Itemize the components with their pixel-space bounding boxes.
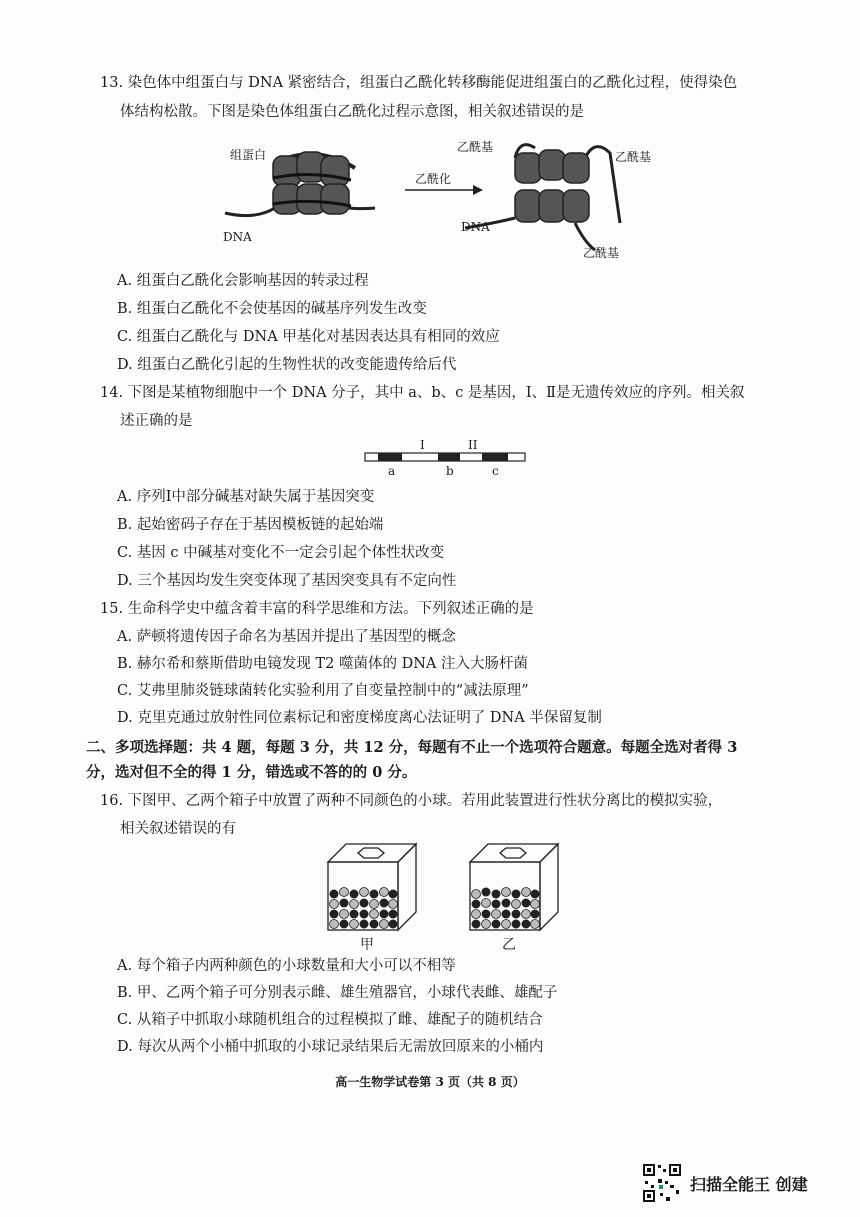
q16-boxes-figure: [320, 842, 580, 952]
dna-segment-diagram: [360, 438, 530, 478]
q14-stem-line-2: 述正确的是: [120, 413, 193, 429]
label-histone: 组蛋白: [230, 148, 267, 162]
q16-option-a: A. 每个箱子内两种颜色的小球数量和大小可以不相等: [117, 958, 456, 974]
q13-stem-line-2: 体结构松散。下图是染色体组蛋白乙酰化过程示意图，相关叙述错误的是: [120, 104, 584, 120]
box-yi-label: 乙: [502, 937, 516, 953]
label-dna-left: DNA: [223, 230, 252, 244]
q16-stem-line-1: 16. 下图甲、乙两个箱子中放置了两种不同颜色的小球。若用此装置进行性状分离比的模拟实验，: [100, 793, 723, 809]
label-acetyl-1: 乙酰基: [457, 140, 494, 154]
q16-option-c: C. 从箱子中抓取小球随机组合的过程模拟了雌、雄配子的随机结合: [117, 1012, 543, 1028]
q16-option-b: B. 甲、乙两个箱子可分别表示雌、雄生殖器官，小球代表雌、雄配子: [117, 985, 558, 1001]
seq-1-label: I: [420, 438, 425, 452]
label-acetyl-2: 乙酰基: [615, 150, 652, 164]
q15-option-c: C. 艾弗里肺炎链球菌转化实验利用了自变量控制中的“减法原理”: [117, 683, 529, 699]
q14-dna-figure: [360, 438, 530, 478]
q15-option-d: D. 克里克通过放射性同位素标记和密度梯度离心法证明了 DNA 半保留复制: [117, 710, 602, 726]
q14-option-b: B. 起始密码子存在于基因模板链的起始端: [117, 517, 384, 533]
q15-option-b: B. 赫尔希和蔡斯借助电镜发现 T2 噬菌体的 DNA 注入大肠杆菌: [117, 656, 528, 672]
q14-option-a: A. 序列Ⅰ中部分碱基对缺失属于基因突变: [117, 489, 375, 505]
q13-option-b: B. 组蛋白乙酰化不会使基因的碱基序列发生改变: [117, 301, 427, 317]
chromatin-diagram: [215, 128, 655, 263]
q15-stem: 15. 生命科学史中蕴含着丰富的科学思维和方法。下列叙述正确的是: [100, 601, 534, 617]
q16-stem-line-2: 相关叙述错误的有: [120, 821, 236, 837]
gene-c-label: c: [492, 464, 499, 478]
q13-figure: [215, 128, 655, 263]
box-jia-label: 甲: [360, 937, 374, 953]
section-2-heading-line-1: 二、多项选择题：共 4 题，每题 3 分，共 12 分，每题有不止一个选项符合题意。每题全选对者得 3: [86, 739, 738, 756]
gene-b-label: b: [446, 464, 454, 478]
q13-option-d: D. 组蛋白乙酰化引起的生物性状的改变能遗传给后代: [117, 357, 457, 373]
q15-option-a: A. 萨顿将遗传因子命名为基因并提出了基因型的概念: [117, 629, 456, 645]
scanner-watermark-text: 扫描全能王 创建: [690, 1175, 808, 1194]
q14-option-d: D. 三个基因均发生突变体现了基因突变具有不定向性: [117, 573, 457, 589]
label-acetylation-arrow: 乙酰化: [415, 172, 452, 186]
q14-option-c: C. 基因 c 中碱基对变化不一定会引起个体性状改变: [117, 545, 445, 561]
q13-option-a: A. 组蛋白乙酰化会影响基因的转录过程: [117, 273, 369, 289]
label-dna-right: DNA: [461, 220, 490, 234]
q13-option-c: C. 组蛋白乙酰化与 DNA 甲基化对基因表达具有相同的效应: [117, 329, 500, 345]
gene-a-label: a: [388, 464, 396, 478]
seq-2-label: II: [468, 438, 478, 452]
label-acetyl-3: 乙酰基: [583, 246, 620, 260]
q16-option-d: D. 每次从两个小桶中抓取的小球记录结果后无需放回原来的小桶内: [117, 1039, 544, 1055]
qr-code-icon: [642, 1163, 682, 1203]
section-2-heading-line-2: 分，选对但不全的得 1 分，错选或不答的的 0 分。: [86, 764, 417, 781]
q13-stem-line-1: 13. 染色体中组蛋白与 DNA 紧密结合，组蛋白乙酰化转移酶能促进组蛋白的乙酰化过程，使得染色: [100, 75, 738, 91]
ball-boxes-diagram: [320, 842, 580, 952]
page-footer: 高一生物学试卷第 3 页（共 8 页）: [335, 1075, 525, 1089]
q14-stem-line-1: 14. 下图是某植物细胞中一个 DNA 分子，其中 a、b、c 是基因，Ⅰ、Ⅱ是无遗传效应的序列。相关叙: [100, 385, 745, 401]
